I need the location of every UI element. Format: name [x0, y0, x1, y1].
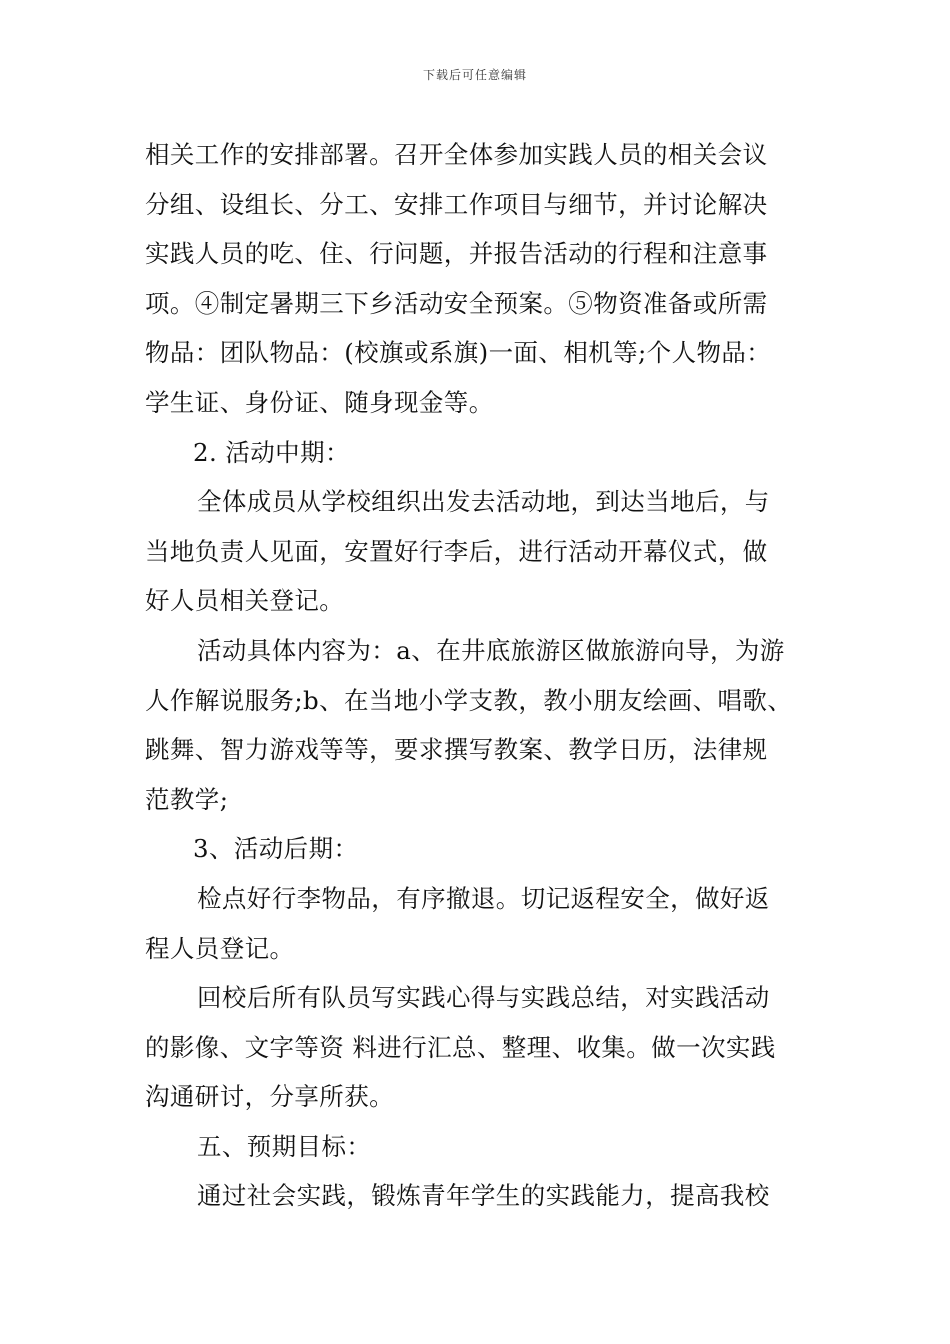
text-line: 相关工作的安排部署。召开全体参加实践人员的相关会议: [145, 140, 768, 169]
paragraph-start: 通过社会实践，锻炼青年学生的实践能力，提高我校: [197, 1181, 770, 1211]
section-heading: 五、预期目标：: [197, 1131, 372, 1161]
paragraph-start: 回校后所有队员写实践心得与实践总结，对实践活动: [197, 983, 770, 1013]
text-line: 分组、设组长、分工、安排工作项目与细节，并讨论解决: [145, 189, 768, 219]
text-line: 项。④制定暑期三下乡活动安全预案。⑤物资准备或所需: [145, 288, 768, 318]
text-line: 人作解说服务;b、在当地小学支教，教小朋友绘画、唱歌、: [145, 685, 793, 715]
text-line: 好人员相关登记。: [145, 586, 345, 616]
document-body: [145, 130, 825, 1221]
section-heading: 2. 活动中期：: [193, 437, 350, 467]
paragraph-start: 活动具体内容为：a、在井底旅游区做旅游向导，为游: [197, 635, 785, 665]
text-line: 跳舞、智力游戏等等，要求撰写教案、教学日历，法律规: [145, 735, 768, 765]
text-line: 范教学;: [145, 784, 229, 814]
page-header: 下载后可任意编辑: [422, 68, 527, 82]
text-line: 的影像、文字等资 料进行汇总、整理、收集。做一次实践: [145, 1032, 776, 1062]
text-line: 沟通研讨，分享所获。: [145, 1082, 394, 1112]
text-line: 实践人员的吃、住、行问题，并报告活动的行程和注意事: [145, 239, 768, 269]
text-line: 物品：团队物品：(校旗或系旗)一面、相机等;个人物品：: [145, 338, 772, 368]
section-heading: 3、活动后期：: [193, 834, 359, 864]
paragraph-start: 全体成员从学校组织出发去活动地，到达当地后，与: [197, 487, 770, 517]
paragraph-start: 检点好行李物品，有序撤退。切记返程安全，做好返: [197, 883, 770, 913]
text-line: 程人员登记。: [145, 933, 295, 963]
text-line: 学生证、身份证、随身现金等。: [145, 387, 494, 417]
text-line: 当地负责人见面，安置好行李后，进行活动开幕仪式，做: [145, 536, 768, 566]
